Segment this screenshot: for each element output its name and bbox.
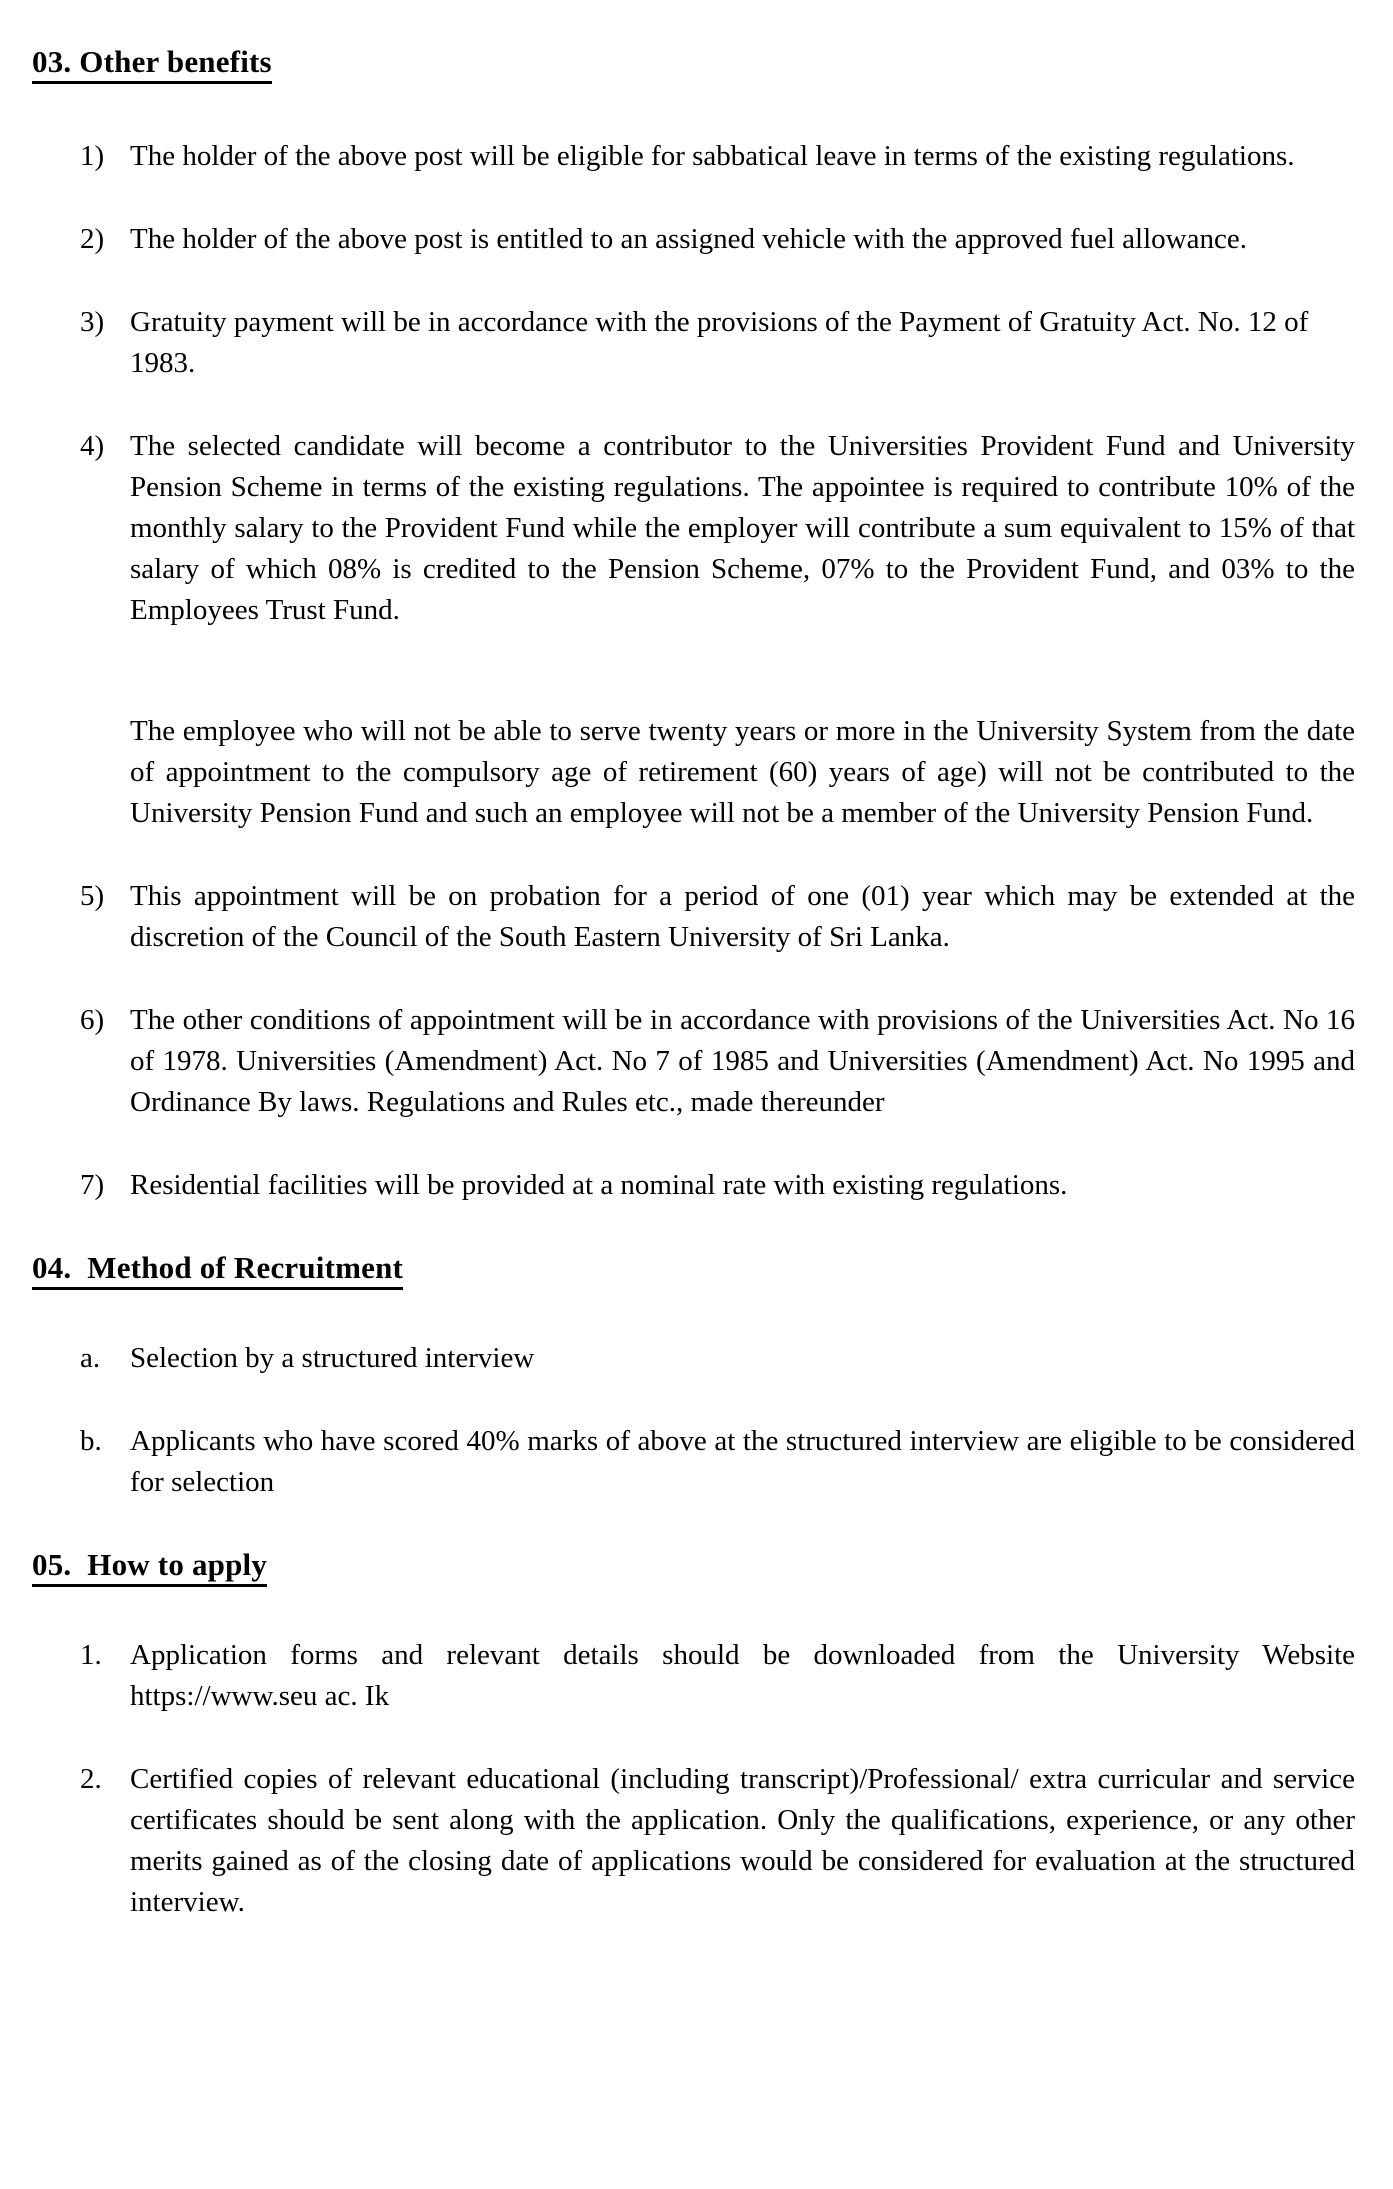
- list-item-text: The selected candidate will become a contributor to the Universities Provident Fund and University Pension Scheme in terms of the existing regulations. The appointee is required to contribute 10% of the monthly salary to the Provident Fund while the employer will contribute a sum equivalent to 15% of that salary of which 08% is credited to the Pension Scheme, 07% to the Provident Fund, and 03% to the Employees Trust Fund.: [130, 430, 1355, 626]
- list-item-text: Gratuity payment will be in accordance with the provisions of the Payment of Gratuity Act. No. 12 of 1983.: [130, 306, 1309, 379]
- list-item-text: Applicants who have scored 40% marks of above at the structured interview are eligible to be considered for selection: [130, 1425, 1355, 1498]
- section-heading-other-benefits: [32, 42, 1393, 82]
- benefit-item-5: [80, 876, 1355, 958]
- benefit-item-4: [80, 426, 1355, 631]
- benefit-item-6: [80, 1000, 1355, 1123]
- list-item-text: Certified copies of relevant educational (including transcript)/Professional/ extra curricular and service certificates should be sent along with the application. Only the qualifications, experience, or any other merits gained as of the closing date of applications would be considered for evaluation at the structured interview.: [130, 1763, 1355, 1918]
- list-marker: 3): [80, 306, 105, 338]
- recruitment-item-a: [80, 1338, 1355, 1379]
- heading-text: 05. How to apply: [32, 1547, 267, 1587]
- benefit-item-7: [80, 1165, 1355, 1206]
- benefit-item-1: [80, 136, 1355, 177]
- section-heading-method-of-recruitment: [32, 1248, 1393, 1288]
- list-item-text: Selection by a structured interview: [130, 1342, 535, 1374]
- list-marker: b.: [80, 1425, 102, 1457]
- list-item-text: The holder of the above post is entitled to an assigned vehicle with the approved fuel allowance.: [130, 223, 1247, 255]
- list-item-text: Application forms and relevant details should be downloaded from the University Website https://www.seu ac. Ik: [130, 1639, 1355, 1712]
- list-marker: 2): [80, 223, 105, 255]
- list-marker: 1): [80, 140, 105, 172]
- list-marker: 7): [80, 1169, 105, 1201]
- benefit-item-3: [80, 302, 1355, 384]
- list-marker: 5): [80, 880, 105, 912]
- list-item-text: The holder of the above post will be eligible for sabbatical leave in terms of the existing regulations.: [130, 140, 1295, 172]
- list-marker: 6): [80, 1004, 105, 1036]
- list-marker: 2.: [80, 1763, 102, 1795]
- heading-text: 03. Other benefits: [32, 44, 272, 84]
- list-item-text: Residential facilities will be provided at a nominal rate with existing regulations.: [130, 1169, 1068, 1201]
- apply-item-1: [80, 1635, 1355, 1717]
- list-marker: a.: [80, 1342, 101, 1374]
- list-item-text: The other conditions of appointment will be in accordance with provisions of the Universities Act. No 16 of 1978. Universities (Amendment) Act. No 7 of 1985 and Universities (Amendment) Act. No 1995 and Ordinance By laws. Regulations and Rules etc., made thereunder: [130, 1004, 1355, 1118]
- heading-text: 04. Method of Recruitment: [32, 1250, 403, 1290]
- apply-item-2: [80, 1759, 1355, 1923]
- section-heading-how-to-apply: [32, 1545, 1393, 1585]
- list-marker: 1.: [80, 1639, 102, 1671]
- pension-note-paragraph: The employee who will not be able to serve twenty years or more in the University System from the date of appointment to the compulsory age of retirement (60) years of age) will not be contributed to the University Pension Fund and such an employee will not be a member of the University Pension Fund.: [130, 715, 1355, 829]
- list-item-text: This appointment will be on probation for a period of one (01) year which may be extended at the discretion of the Council of the South Eastern University of Sri Lanka.: [130, 880, 1355, 953]
- list-marker: 4): [80, 430, 105, 462]
- benefit-item-2: [80, 219, 1355, 260]
- recruitment-item-b: [80, 1421, 1355, 1503]
